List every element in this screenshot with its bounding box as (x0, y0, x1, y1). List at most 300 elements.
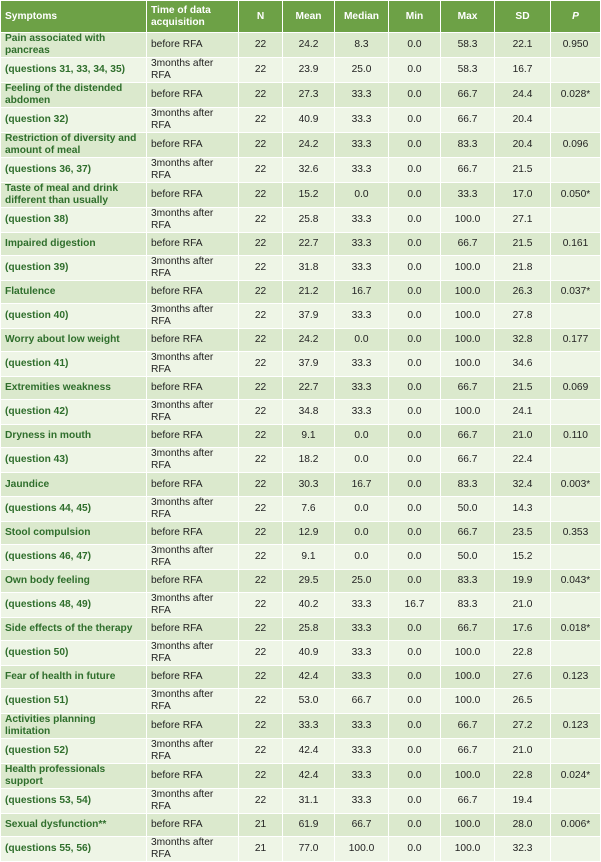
median-cell: 33.3 (335, 665, 389, 688)
max-cell: 66.7 (441, 521, 495, 544)
n-cell: 22 (239, 640, 283, 665)
symptom-cell: Impaired digestion (1, 233, 147, 256)
sd-cell: 32.4 (495, 473, 551, 496)
mean-cell: 15.2 (283, 183, 335, 208)
n-cell: 22 (239, 425, 283, 448)
min-cell: 0.0 (389, 544, 441, 569)
p-value-cell (551, 688, 601, 713)
time-cell: before RFA (147, 83, 239, 108)
mean-cell: 40.9 (283, 640, 335, 665)
sd-cell: 27.1 (495, 208, 551, 233)
max-cell: 66.7 (441, 158, 495, 183)
p-value-cell (551, 738, 601, 763)
table-row (1, 473, 601, 496)
sd-cell: 32.8 (495, 329, 551, 352)
sd-cell: 22.1 (495, 33, 551, 58)
max-cell: 83.3 (441, 473, 495, 496)
min-cell: 0.0 (389, 496, 441, 521)
table-row (1, 83, 601, 108)
table-row (1, 813, 601, 836)
n-cell: 22 (239, 108, 283, 133)
sd-cell: 21.5 (495, 377, 551, 400)
mean-cell: 24.2 (283, 133, 335, 158)
min-cell: 0.0 (389, 425, 441, 448)
n-cell: 22 (239, 688, 283, 713)
max-cell: 83.3 (441, 133, 495, 158)
n-cell: 22 (239, 496, 283, 521)
time-cell: before RFA (147, 33, 239, 58)
median-cell: 33.3 (335, 400, 389, 425)
max-cell: 66.7 (441, 617, 495, 640)
max-cell: 100.0 (441, 640, 495, 665)
median-cell: 0.0 (335, 544, 389, 569)
min-cell: 0.0 (389, 738, 441, 763)
time-cell: 3months after RFA (147, 58, 239, 83)
table-row (1, 592, 601, 617)
sd-cell: 20.4 (495, 133, 551, 158)
min-cell: 0.0 (389, 83, 441, 108)
p-value-cell (551, 400, 601, 425)
mean-cell: 61.9 (283, 813, 335, 836)
symptom-cell: Extremities weakness (1, 377, 147, 400)
median-cell: 66.7 (335, 688, 389, 713)
max-cell: 100.0 (441, 665, 495, 688)
mean-cell: 24.2 (283, 329, 335, 352)
mean-cell: 25.8 (283, 208, 335, 233)
n-cell: 22 (239, 569, 283, 592)
time-cell: 3months after RFA (147, 108, 239, 133)
symptom-cell: Restriction of diversity and amount of meal (1, 133, 147, 158)
min-cell: 0.0 (389, 58, 441, 83)
table-row (1, 133, 601, 158)
median-cell: 66.7 (335, 813, 389, 836)
p-value-cell (551, 208, 601, 233)
max-cell: 83.3 (441, 592, 495, 617)
n-cell: 22 (239, 763, 283, 788)
sd-cell: 23.5 (495, 521, 551, 544)
time-cell: before RFA (147, 425, 239, 448)
table-row (1, 688, 601, 713)
table-row (1, 569, 601, 592)
sd-cell: 22.4 (495, 448, 551, 473)
min-cell: 0.0 (389, 813, 441, 836)
mean-cell: 40.9 (283, 108, 335, 133)
time-cell: before RFA (147, 521, 239, 544)
mean-cell: 31.1 (283, 788, 335, 813)
max-cell: 100.0 (441, 688, 495, 713)
p-value-cell: 0.043* (551, 569, 601, 592)
sd-cell: 21.0 (495, 592, 551, 617)
table-row (1, 256, 601, 281)
p-value-cell: 0.018* (551, 617, 601, 640)
time-cell: before RFA (147, 665, 239, 688)
median-cell: 100.0 (335, 837, 389, 862)
p-value-cell: 0.123 (551, 713, 601, 738)
min-cell: 0.0 (389, 713, 441, 738)
min-cell: 0.0 (389, 108, 441, 133)
table-row (1, 108, 601, 133)
mean-cell: 7.6 (283, 496, 335, 521)
min-cell: 16.7 (389, 592, 441, 617)
mean-cell: 53.0 (283, 688, 335, 713)
time-cell: 3months after RFA (147, 352, 239, 377)
table-row (1, 233, 601, 256)
mean-cell: 9.1 (283, 425, 335, 448)
sd-cell: 27.6 (495, 665, 551, 688)
median-cell: 0.0 (335, 521, 389, 544)
table-row (1, 425, 601, 448)
median-cell: 0.0 (335, 425, 389, 448)
time-cell: 3months after RFA (147, 208, 239, 233)
max-cell: 66.7 (441, 377, 495, 400)
sd-cell: 26.5 (495, 688, 551, 713)
symptom-cell: Pain associated with pancreas (1, 33, 147, 58)
mean-cell: 77.0 (283, 837, 335, 862)
min-cell: 0.0 (389, 158, 441, 183)
sd-cell: 34.6 (495, 352, 551, 377)
min-cell: 0.0 (389, 688, 441, 713)
median-cell: 33.3 (335, 738, 389, 763)
time-cell: before RFA (147, 281, 239, 304)
sd-cell: 28.0 (495, 813, 551, 836)
min-cell: 0.0 (389, 640, 441, 665)
time-cell: before RFA (147, 329, 239, 352)
p-value-cell (551, 58, 601, 83)
table-row (1, 281, 601, 304)
mean-cell: 33.3 (283, 713, 335, 738)
time-cell: 3months after RFA (147, 788, 239, 813)
min-cell: 0.0 (389, 233, 441, 256)
p-value-cell: 0.353 (551, 521, 601, 544)
p-value-cell (551, 158, 601, 183)
p-value-cell: 0.024* (551, 763, 601, 788)
table-row (1, 521, 601, 544)
min-cell: 0.0 (389, 473, 441, 496)
symptom-cell: Taste of meal and drink different than usually (1, 183, 147, 208)
min-cell: 0.0 (389, 208, 441, 233)
time-cell: before RFA (147, 473, 239, 496)
symptom-cell: (question 39) (1, 256, 147, 281)
median-cell: 33.3 (335, 83, 389, 108)
n-cell: 22 (239, 592, 283, 617)
time-cell: 3months after RFA (147, 400, 239, 425)
n-cell: 22 (239, 158, 283, 183)
table-row (1, 400, 601, 425)
n-cell: 22 (239, 738, 283, 763)
sd-cell: 14.3 (495, 496, 551, 521)
median-cell: 25.0 (335, 569, 389, 592)
n-cell: 22 (239, 208, 283, 233)
n-cell: 22 (239, 304, 283, 329)
header-max: Max (441, 1, 495, 33)
sd-cell: 19.4 (495, 788, 551, 813)
p-value-cell (551, 496, 601, 521)
symptom-cell: (questions 36, 37) (1, 158, 147, 183)
p-value-cell: 0.069 (551, 377, 601, 400)
symptom-cell: (question 51) (1, 688, 147, 713)
sd-cell: 22.8 (495, 640, 551, 665)
symptom-cell: (question 42) (1, 400, 147, 425)
min-cell: 0.0 (389, 763, 441, 788)
n-cell: 22 (239, 329, 283, 352)
sd-cell: 24.4 (495, 83, 551, 108)
header-min: Min (389, 1, 441, 33)
mean-cell: 12.9 (283, 521, 335, 544)
max-cell: 100.0 (441, 304, 495, 329)
sd-cell: 21.0 (495, 738, 551, 763)
table-row (1, 837, 601, 862)
median-cell: 33.3 (335, 788, 389, 813)
sd-cell: 16.7 (495, 58, 551, 83)
time-cell: 3months after RFA (147, 688, 239, 713)
symptom-cell: Activities planning limitation (1, 713, 147, 738)
n-cell: 22 (239, 256, 283, 281)
symptom-cell: (questions 46, 47) (1, 544, 147, 569)
p-value-cell (551, 640, 601, 665)
symptom-cell: Worry about low weight (1, 329, 147, 352)
n-cell: 22 (239, 281, 283, 304)
symptom-cell: (question 43) (1, 448, 147, 473)
max-cell: 66.7 (441, 788, 495, 813)
time-cell: before RFA (147, 617, 239, 640)
n-cell: 22 (239, 473, 283, 496)
time-cell: before RFA (147, 133, 239, 158)
mean-cell: 31.8 (283, 256, 335, 281)
time-cell: 3months after RFA (147, 496, 239, 521)
mean-cell: 24.2 (283, 33, 335, 58)
p-value-cell (551, 592, 601, 617)
n-cell: 22 (239, 400, 283, 425)
max-cell: 100.0 (441, 256, 495, 281)
n-cell: 22 (239, 58, 283, 83)
p-value-cell (551, 837, 601, 862)
table-row (1, 352, 601, 377)
max-cell: 33.3 (441, 183, 495, 208)
mean-cell: 42.4 (283, 665, 335, 688)
median-cell: 33.3 (335, 233, 389, 256)
median-cell: 33.3 (335, 713, 389, 738)
symptom-cell: Dryness in mouth (1, 425, 147, 448)
table-row (1, 738, 601, 763)
sd-cell: 26.3 (495, 281, 551, 304)
p-value-cell (551, 256, 601, 281)
header-median: Median (335, 1, 389, 33)
table-row (1, 788, 601, 813)
symptom-cell: (question 40) (1, 304, 147, 329)
mean-cell: 37.9 (283, 304, 335, 329)
max-cell: 66.7 (441, 713, 495, 738)
time-cell: 3months after RFA (147, 837, 239, 862)
median-cell: 33.3 (335, 640, 389, 665)
table-row (1, 544, 601, 569)
symptom-cell: Fear of health in future (1, 665, 147, 688)
median-cell: 33.3 (335, 304, 389, 329)
mean-cell: 42.4 (283, 738, 335, 763)
max-cell: 83.3 (441, 569, 495, 592)
symptom-cell: Stool compulsion (1, 521, 147, 544)
time-cell: 3months after RFA (147, 592, 239, 617)
max-cell: 66.7 (441, 108, 495, 133)
symptom-cell: (questions 55, 56) (1, 837, 147, 862)
n-cell: 22 (239, 544, 283, 569)
min-cell: 0.0 (389, 256, 441, 281)
table-row (1, 640, 601, 665)
symptom-cell: (question 32) (1, 108, 147, 133)
max-cell: 66.7 (441, 425, 495, 448)
header-p: P (551, 1, 601, 33)
mean-cell: 23.9 (283, 58, 335, 83)
max-cell: 66.7 (441, 83, 495, 108)
max-cell: 100.0 (441, 813, 495, 836)
p-value-cell: 0.096 (551, 133, 601, 158)
n-cell: 22 (239, 133, 283, 158)
max-cell: 100.0 (441, 208, 495, 233)
sd-cell: 21.5 (495, 233, 551, 256)
p-value-cell (551, 304, 601, 329)
table-row (1, 183, 601, 208)
time-cell: 3months after RFA (147, 256, 239, 281)
sd-cell: 22.8 (495, 763, 551, 788)
min-cell: 0.0 (389, 788, 441, 813)
mean-cell: 18.2 (283, 448, 335, 473)
median-cell: 33.3 (335, 352, 389, 377)
sd-cell: 19.9 (495, 569, 551, 592)
max-cell: 100.0 (441, 329, 495, 352)
mean-cell: 22.7 (283, 233, 335, 256)
median-cell: 33.3 (335, 256, 389, 281)
table-row (1, 304, 601, 329)
header-mean: Mean (283, 1, 335, 33)
sd-cell: 27.2 (495, 713, 551, 738)
p-value-cell: 0.003* (551, 473, 601, 496)
mean-cell: 42.4 (283, 763, 335, 788)
table-body (1, 33, 601, 862)
median-cell: 33.3 (335, 133, 389, 158)
max-cell: 50.0 (441, 544, 495, 569)
min-cell: 0.0 (389, 33, 441, 58)
time-cell: before RFA (147, 763, 239, 788)
table-row (1, 158, 601, 183)
median-cell: 33.3 (335, 377, 389, 400)
p-value-cell: 0.177 (551, 329, 601, 352)
time-cell: before RFA (147, 377, 239, 400)
sd-cell: 17.0 (495, 183, 551, 208)
median-cell: 16.7 (335, 281, 389, 304)
table-row (1, 617, 601, 640)
p-value-cell: 0.050* (551, 183, 601, 208)
symptom-cell: Health professionals support (1, 763, 147, 788)
median-cell: 33.3 (335, 158, 389, 183)
time-cell: before RFA (147, 183, 239, 208)
max-cell: 66.7 (441, 448, 495, 473)
symptom-cell: (question 38) (1, 208, 147, 233)
median-cell: 0.0 (335, 183, 389, 208)
p-value-cell: 0.037* (551, 281, 601, 304)
mean-cell: 27.3 (283, 83, 335, 108)
median-cell: 33.3 (335, 617, 389, 640)
median-cell: 33.3 (335, 208, 389, 233)
sd-cell: 24.1 (495, 400, 551, 425)
mean-cell: 29.5 (283, 569, 335, 592)
min-cell: 0.0 (389, 281, 441, 304)
min-cell: 0.0 (389, 183, 441, 208)
min-cell: 0.0 (389, 521, 441, 544)
mean-cell: 37.9 (283, 352, 335, 377)
time-cell: before RFA (147, 233, 239, 256)
mean-cell: 32.6 (283, 158, 335, 183)
time-cell: 3months after RFA (147, 640, 239, 665)
symptom-cell: (questions 44, 45) (1, 496, 147, 521)
median-cell: 25.0 (335, 58, 389, 83)
time-cell: 3months after RFA (147, 738, 239, 763)
table-row (1, 665, 601, 688)
min-cell: 0.0 (389, 133, 441, 158)
n-cell: 22 (239, 352, 283, 377)
min-cell: 0.0 (389, 569, 441, 592)
mean-cell: 34.8 (283, 400, 335, 425)
table-row (1, 33, 601, 58)
symptom-cell: Sexual dysfunction** (1, 813, 147, 836)
symptom-cell: (question 52) (1, 738, 147, 763)
n-cell: 22 (239, 521, 283, 544)
symptom-cell: (questions 31, 33, 34, 35) (1, 58, 147, 83)
header-row (1, 1, 601, 33)
max-cell: 50.0 (441, 496, 495, 521)
p-value-cell (551, 108, 601, 133)
median-cell: 16.7 (335, 473, 389, 496)
symptom-cell: (question 50) (1, 640, 147, 665)
n-cell: 22 (239, 83, 283, 108)
mean-cell: 9.1 (283, 544, 335, 569)
n-cell: 21 (239, 813, 283, 836)
symptom-cell: Side effects of the therapy (1, 617, 147, 640)
symptom-cell: (questions 53, 54) (1, 788, 147, 813)
header-time: Time of data acquisition (147, 1, 239, 33)
n-cell: 22 (239, 233, 283, 256)
max-cell: 100.0 (441, 281, 495, 304)
table-row (1, 329, 601, 352)
mean-cell: 22.7 (283, 377, 335, 400)
time-cell: 3months after RFA (147, 544, 239, 569)
median-cell: 33.3 (335, 592, 389, 617)
n-cell: 22 (239, 33, 283, 58)
table-row (1, 713, 601, 738)
mean-cell: 25.8 (283, 617, 335, 640)
median-cell: 33.3 (335, 763, 389, 788)
p-value-cell (551, 352, 601, 377)
mean-cell: 30.3 (283, 473, 335, 496)
symptom-cell: Flatulence (1, 281, 147, 304)
p-value-cell (551, 448, 601, 473)
median-cell: 33.3 (335, 108, 389, 133)
max-cell: 100.0 (441, 352, 495, 377)
time-cell: before RFA (147, 813, 239, 836)
max-cell: 100.0 (441, 400, 495, 425)
time-cell: 3months after RFA (147, 158, 239, 183)
p-value-cell: 0.110 (551, 425, 601, 448)
max-cell: 58.3 (441, 58, 495, 83)
sd-cell: 15.2 (495, 544, 551, 569)
min-cell: 0.0 (389, 617, 441, 640)
symptom-cell: (questions 48, 49) (1, 592, 147, 617)
median-cell: 8.3 (335, 33, 389, 58)
min-cell: 0.0 (389, 448, 441, 473)
max-cell: 100.0 (441, 837, 495, 862)
min-cell: 0.0 (389, 377, 441, 400)
p-value-cell: 0.161 (551, 233, 601, 256)
median-cell: 0.0 (335, 448, 389, 473)
n-cell: 22 (239, 448, 283, 473)
